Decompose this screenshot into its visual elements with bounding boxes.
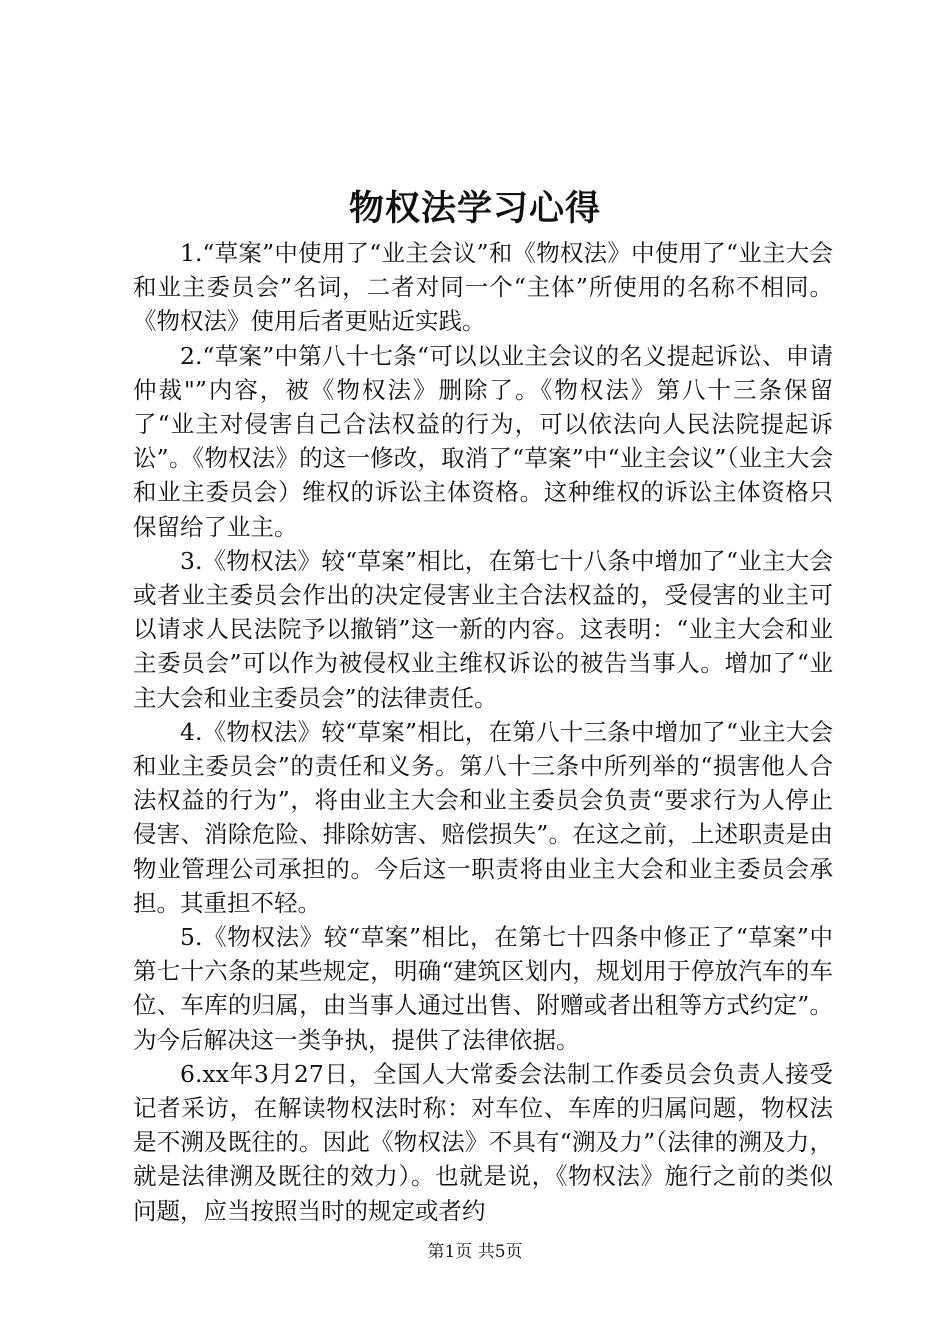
document-body <box>133 236 833 1228</box>
document-title: 物权法学习心得 <box>348 188 601 229</box>
paragraph-5: 5.《物权法》较“草案”相比，在第七十四条中修正了“草案”中第七十六条的某些规定，明确“建筑区划内，规划用于停放汽车的车位、车库的归属，由当事人通过出售、附赠或者出租等方式约定”。为今后解决这一类争执，提供了法律依据。 <box>133 923 833 1054</box>
page-number-footer: 第1页 共5页 <box>427 1242 523 1262</box>
paragraph-1: 1.“草案”中使用了“业主会议”和《物权法》中使用了“业主大会和业主委员会”名词，二者对同一个“主体”所使用的名称不相同。《物权法》使用后者更贴近实践。 <box>133 239 833 336</box>
paragraph-3: 3.《物权法》较“草案”相比，在第七十八条中增加了“业主大会或者业主委员会作出的决定侵害业主合法权益的，受侵害的业主可以请求人民法院予以撤销”这一新的内容。这表明：“业主大会和业主委员会”可以作为被侵权业主维权诉讼的被告当事人。增加了“业主大会和业主委员会”的法律责任。 <box>133 546 833 712</box>
paragraph-4: 4.《物权法》较“草案”相比，在第八十三条中增加了“业主大会和业主委员会”的责任和义务。第八十三条中所列举的“损害他人合法权益的行为”，将由业主大会和业主委员会负责“要求行为人停止侵害、消除危险、排除妨害、赔偿损失”。在这之前，上述职责是由物业管理公司承担的。今后这一职责将由业主大会和业主委员会承担。其重担不轻。 <box>133 717 833 917</box>
paragraph-2: 2.“草案”中第八十七条“可以以业主会议的名义提起诉讼、申请仲裁"”内容，被《物权法》删除了。《物权法》第八十三条保留了“业主对侵害自己合法权益的行为，可以依法向人民法院提起诉讼”。《物权法》的这一修改，取消了“草案”中“业主会议”（业主大会和业主委员会）维权的诉讼主体资格。这种维权的诉讼主体资格只保留给了业主。 <box>133 341 833 541</box>
paragraph-6: 6.xx年3月27日，全国人大常委会法制工作委员会负责人接受记者采访，在解读物权法时称：对车位、车库的归属问题，物权法是不溯及既往的。因此《物权法》不具有“溯及力”（法律的溯及力，就是法律溯及既往的效力）。也就是说，《物权法》施行之前的类似问题，应当按照当时的规定或者约 <box>133 1059 833 1225</box>
